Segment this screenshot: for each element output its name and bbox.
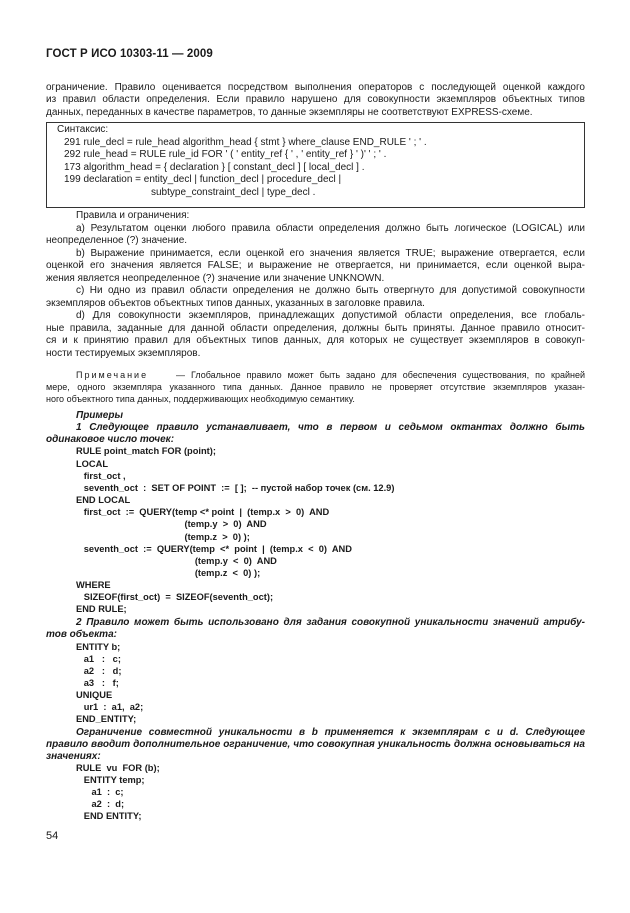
code-line: (temp.y > 0) AND (76, 519, 267, 529)
code-line: END_ENTITY; (76, 714, 137, 724)
rule-b-line-1: b) Выражение принимается, если оценкой его значения является TRUE; выражение отвергается, если (76, 248, 585, 259)
intro-line-3: данных, переданных в качестве параметров, то данные экземпляры не соответствуют EXPRESS-схеме. (46, 107, 533, 118)
example-2-line-1: 2 Правило может быть использовано для задания совокупной уникальности значений атрибу- (76, 617, 585, 628)
rule-a-line-1: а) Результатом оценки любого правила области определения должно быть логическое (LOGICAL) или (76, 223, 585, 234)
example-1-line-1: 1 Следующее правило устанавливает, что в первом и седьмом октантах должно быть (76, 422, 585, 433)
code-line: seventh_oct := QUERY(temp <* point | (temp.x < 0) AND (76, 544, 352, 554)
rule-d-line-1: d) Для совокупности экземпляров, принадлежащих допустимой области определения, все глобаль- (76, 310, 585, 321)
code-line: ur1 : a1, a2; (76, 702, 144, 712)
code-line: UNIQUE (76, 690, 113, 700)
syntax-line-292: 292 rule_head = RULE rule_id FOR ' ( ' entity_ref { ' , ' entity_ref } ' )' ' ; ' . (64, 149, 387, 160)
intro-line-1: ограничение. Правило оценивается посредством выполнения операторов с последующей оценкой каждого (46, 82, 585, 93)
example-2-line-2: тов объекта: (46, 629, 117, 640)
rule-c-line-1: с) Ни одно из правил области определения не должно быть отвергнуто для допустимой совокупности (76, 285, 585, 296)
note-line-3: ного объектного типа данных, поддерживающих необходимую семантику. (46, 394, 355, 404)
note-line-2: мере, одного экземпляра указанного типа данных. Данное правило не проверяет отсутствие экземпляров указан- (46, 382, 585, 392)
rule-d-line-2: ные правила, заданные для данной области определения, должны быть приняты. Данное правило относит- (46, 323, 585, 334)
page-number: 54 (46, 830, 59, 842)
code-line: a2 : d; (76, 666, 122, 676)
code-line: first_oct := QUERY(temp <* point | (temp.x > 0) AND (76, 507, 330, 517)
rule-b-line-2: оценкой его значения является FALSE; и выражение не отвергается, ни принимается, если оценкой выра- (46, 260, 585, 271)
syntax-line-291: 291 rule_decl = rule_head algorithm_head { stmt } where_clause END_RULE ' ; ' . (64, 137, 427, 148)
note-line-1: — Глобальное правило может быть задано для обеспечения существования, по крайней (176, 370, 585, 380)
code-line: ENTITY b; (76, 642, 121, 652)
examples-title: Примеры (76, 410, 124, 421)
example-1-line-2: одинаковое число точек: (46, 434, 175, 445)
code-line: SIZEOF(first_oct) = SIZEOF(seventh_oct); (76, 592, 274, 602)
example-3-line-3: значениях: (46, 751, 101, 762)
syntax-title: Синтаксис: (57, 124, 109, 135)
rules-title: Правила и ограничения: (76, 210, 190, 221)
code-line: (temp.z > 0) ); (76, 532, 250, 542)
code-line: a2 : d; (76, 799, 125, 809)
intro-line-2: из правил области определения. Если правило нарушено для совокупности экземпляров объектных типов (46, 94, 585, 105)
rule-a-line-2: неопределенное (?) значение. (46, 235, 188, 246)
code-line: END RULE; (76, 604, 127, 614)
code-line: END ENTITY; (76, 811, 142, 821)
code-line: first_oct , (76, 471, 126, 481)
code-line: (temp.z < 0) ); (76, 568, 261, 578)
rule-c-line-2: экземпляров объектов объектных типов данных, указанных в заголовке правила. (46, 298, 425, 309)
code-line: seventh_oct : SET OF POINT := [ ]; -- пустой набор точек (см. 12.9) (76, 483, 395, 493)
code-line: END LOCAL (76, 495, 131, 505)
rule-d-line-4: ности тестируемых экземпляров. (46, 348, 201, 359)
code-line: RULE vu FOR (b); (76, 763, 160, 773)
code-line: a1 : c; (76, 654, 121, 664)
note-label: Примечание (76, 370, 149, 380)
code-line: RULE point_match FOR (point); (76, 446, 216, 456)
example-3-line-2: правило вводит дополнительное ограничение, что совокупная уникальность должна основываться на (46, 739, 585, 750)
syntax-line-199-cont: subtype_constraint_decl | type_decl . (151, 187, 316, 198)
document-header: ГОСТ Р ИСО 10303-11 — 2009 (46, 48, 213, 60)
code-line: WHERE (76, 580, 111, 590)
code-line: LOCAL (76, 459, 109, 469)
code-line: a3 : f; (76, 678, 119, 688)
example-3-line-1: Ограничение совместной уникальности в b применяется к экземплярам c и d. Следующее (76, 727, 586, 738)
syntax-line-199: 199 declaration = entity_decl | function_decl | procedure_decl | (64, 174, 342, 185)
rule-b-line-3: жения является неопределенное (?) значение или значение UNKNOWN. (46, 273, 385, 284)
rule-d-line-3: ся и к принятию правил для объектных типов данных, для которых не существует экземпляров в совокуп- (46, 335, 585, 346)
code-line: a1 : c; (76, 787, 124, 797)
syntax-line-173: 173 algorithm_head = { declaration } [ constant_decl ] [ local_decl ] . (64, 162, 365, 173)
code-line: (temp.y < 0) AND (76, 556, 277, 566)
code-line: ENTITY temp; (76, 775, 145, 785)
